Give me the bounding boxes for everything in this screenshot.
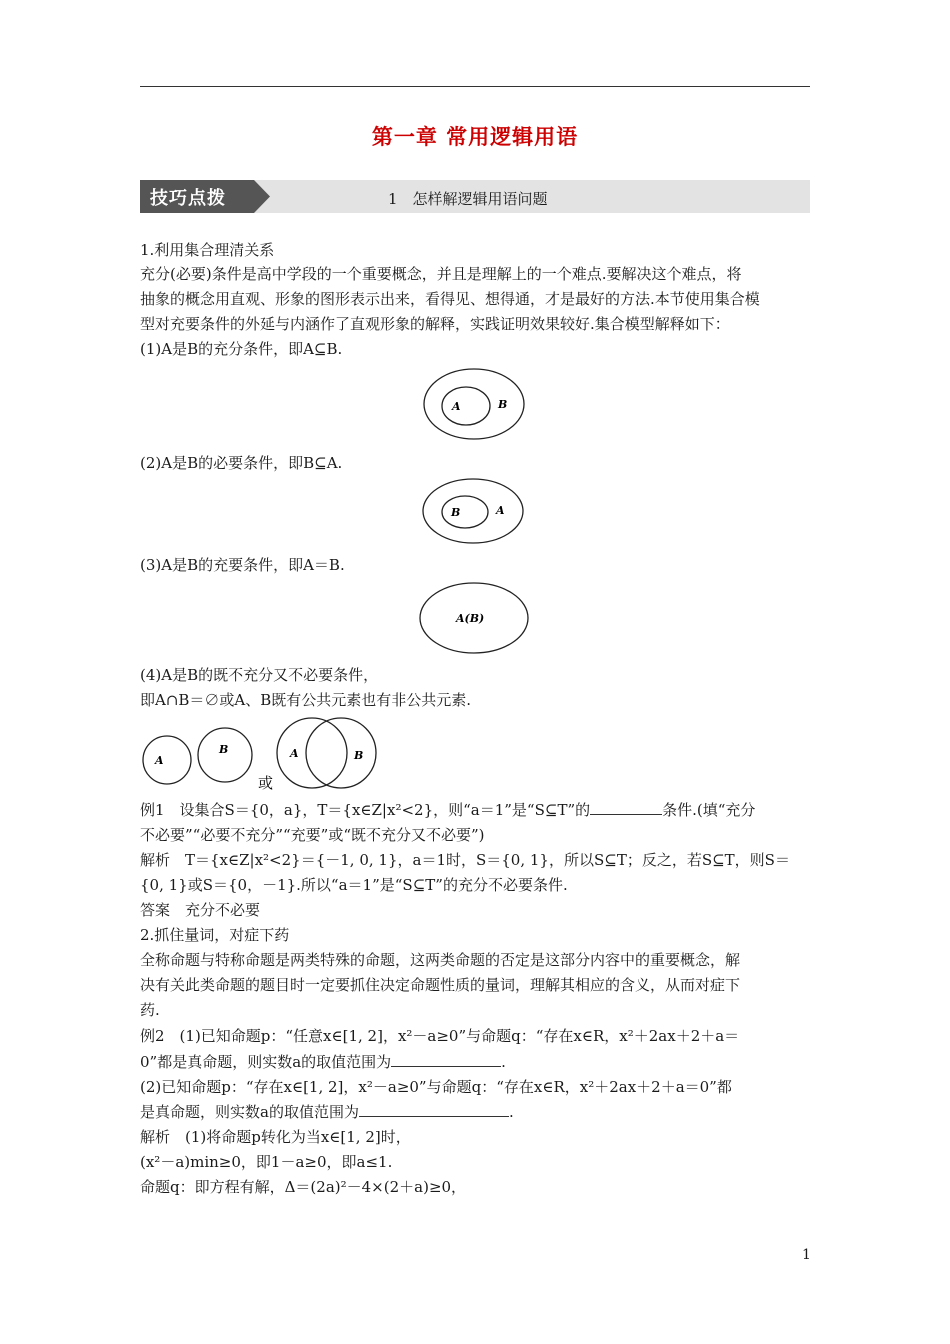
solution-line: 解析 T＝{x∈Z|x²<2}＝{－1, 0, 1}，a＝1时，S＝{0, 1}，所以S⊆T；反之，若S⊆T，则S＝	[140, 851, 790, 869]
solution-line: 命题q：即方程有解，Δ＝(2a)²－4×(2＋a)≥0，	[140, 1178, 467, 1196]
answer-line: 答案 充分不必要	[140, 901, 261, 919]
venn-label: B	[498, 398, 508, 411]
answer-blank	[359, 1102, 509, 1117]
case-2: (2)A是B的必要条件，即B⊆A.	[140, 454, 343, 472]
venn-b-subset-a	[421, 476, 525, 546]
section-badge-label: 技巧点拨	[150, 188, 226, 209]
case-4: (4)A是B的既不充分又不必要条件，	[140, 666, 379, 684]
example-2-part2: (2)已知命题p：“存在x∈[1, 2]，x²－a≥0”与命题q：“存在x∈R，x²＋2ax＋2＋a＝0”都	[140, 1078, 732, 1096]
example-2: 例2 (1)已知命题p：“任意x∈[1, 2]，x²－a≥0”与命题q：“存在x∈R，x²＋2ax＋2＋a＝	[140, 1027, 740, 1045]
example-2-part2-cont: 是真命题，则实数a的取值范围为 .	[140, 1103, 514, 1121]
solution-line: (x²－a)min≥0，即1－a≥0，即a≤1.	[140, 1153, 393, 1171]
venn-a-equals-b	[418, 580, 530, 656]
answer-blank	[590, 800, 662, 815]
venn-label: B	[219, 743, 229, 756]
answer-blank	[391, 1052, 501, 1067]
page-number: 1	[802, 1247, 811, 1263]
venn-label: B	[451, 506, 461, 519]
venn-label: A	[452, 400, 461, 413]
solution-line: 解析 (1)将命题p转化为当x∈[1, 2]时，	[140, 1128, 411, 1146]
paragraph-line: 型对充要条件的外延与内涵作了直观形象的解释，实践证明效果较好.集合模型解释如下：	[140, 315, 730, 333]
case-1: (1)A是B的充分条件，即A⊆B.	[140, 340, 343, 358]
paragraph-line: 全称命题与特称命题是两类特殊的命题，这两类命题的否定是这部分内容中的重要概念，解	[140, 951, 741, 969]
paragraph-line: 抽象的概念用直观、形象的图形表示出来，看得见、想得通，才是最好的方法.本节使用集合模	[140, 290, 760, 308]
chapter-title: 第一章 常用逻辑用语	[371, 125, 579, 149]
top-rule	[140, 86, 810, 87]
example-1-cont: 不必要”“必要不充分”“充要”或“既不充分又不必要”)	[140, 826, 485, 844]
venn-a-subset-b	[422, 366, 528, 442]
venn-neither	[140, 715, 390, 795]
example-2-cont: 0”都是真命题，则实数a的取值范围为 .	[140, 1053, 506, 1071]
venn-label: A	[155, 754, 164, 767]
heading-1: 1.利用集合理清关系	[140, 241, 275, 259]
case-3: (3)A是B的充要条件，即A＝B.	[140, 556, 345, 574]
paragraph-line: 决有关此类命题的题目时一定要抓住决定命题性质的量词，理解其相应的含义，从而对症下	[140, 976, 741, 994]
paragraph-line: 充分(必要)条件是高中学段的一个重要概念，并且是理解上的一个难点.要解决这个难点，将	[140, 265, 742, 283]
venn-label: A	[496, 504, 505, 517]
venn-label: A	[290, 747, 299, 760]
venn-label: A(B)	[456, 612, 485, 625]
heading-2: 2.抓住量词，对症下药	[140, 926, 290, 944]
section-title: 1 怎样解逻辑用语问题	[388, 190, 548, 208]
or-label: 或	[258, 774, 274, 792]
example-1: 例1 设集合S＝{0，a}，T＝{x∈Z|x²<2}，则“a＝1”是“S⊆T”的 条件.(填“充分	[140, 801, 756, 819]
venn-label: B	[354, 749, 364, 762]
paragraph-line: 药.	[140, 1001, 160, 1019]
case-4-detail: 即A∩B＝∅或A、B既有公共元素也有非公共元素.	[140, 691, 472, 709]
solution-line: {0, 1}或S＝{0，－1}.所以“a＝1”是“S⊆T”的充分不必要条件.	[140, 876, 568, 894]
